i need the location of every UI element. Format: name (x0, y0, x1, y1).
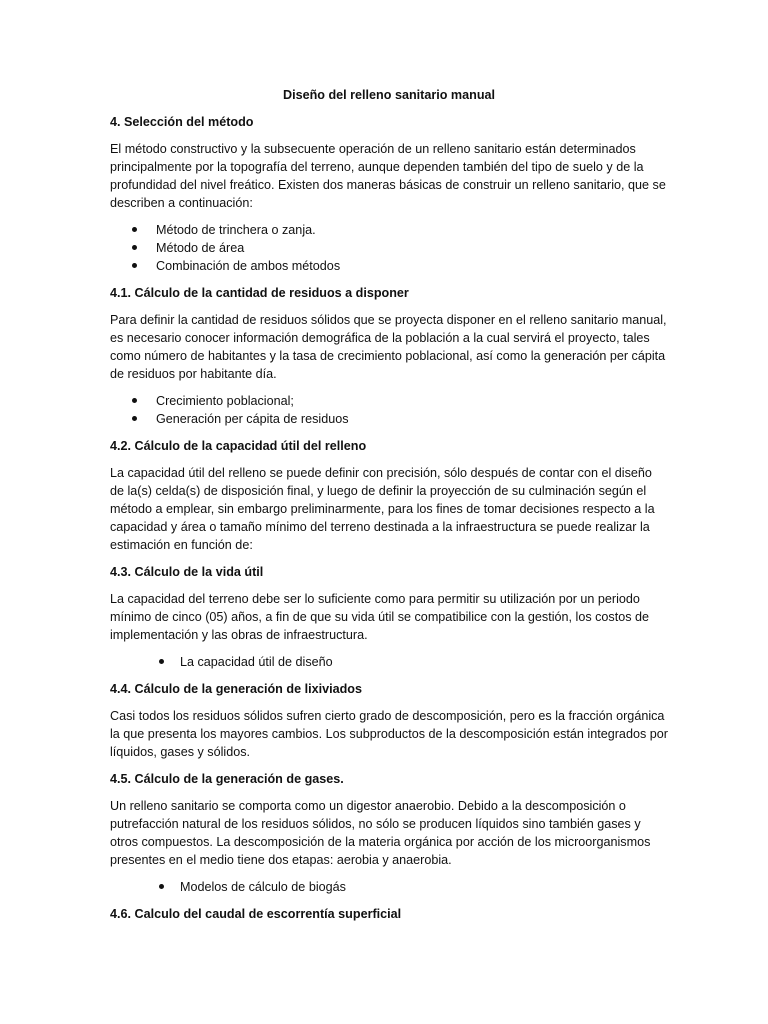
heading-4-6: 4.6. Calculo del caudal de escorrentía superficial (110, 907, 402, 921)
heading-4-3: 4.3. Cálculo de la vida útil (110, 565, 264, 579)
list-item: Modelos de cálculo de biogás (110, 878, 668, 896)
heading-4-4: 4.4. Cálculo de la generación de lixiviados (110, 682, 362, 696)
paragraph-4-1: Para definir la cantidad de residuos sólidos que se proyecta disponer en el relleno sanitario manual, es necesario conocer información demográfica de la población a la cual servirá el proyecto, tales como número de habitantes y la tasa de crecimiento poblacional, así como la generación per cápita de residuos por habitante día. (110, 313, 667, 381)
list-item: Combinación de ambos métodos (110, 257, 668, 275)
paragraph-4-2: La capacidad útil del relleno se puede definir con precisión, sólo después de contar con el diseño de la(s) celda(s) de disposición final, y luego de definir la proyección de su culminación según el método a emplear, sin embargo preliminarmente, para los fines de tomar decisiones respecto a la capacidad y área o tamaño mínimo del terreno destinada a la infraestructura se puede realizar la estimación en función de: (110, 466, 655, 552)
list-item: Método de área (110, 239, 668, 257)
list-item: Generación per cápita de residuos (110, 410, 668, 428)
heading-4-1: 4.1. Cálculo de la cantidad de residuos a disponer (110, 286, 409, 300)
bullet-list-4 (110, 221, 668, 275)
heading-4: 4. Selección del método (110, 115, 254, 129)
list-item: Método de trinchera o zanja. (110, 221, 668, 239)
heading-4-2: 4.2. Cálculo de la capacidad útil del relleno (110, 439, 367, 453)
paragraph-4: El método constructivo y la subsecuente operación de un relleno sanitario están determinados principalmente por la topografía del terreno, aunque dependen también del tipo de suelo y de la profundidad del nivel freático. Existen dos maneras básicas de construir un relleno sanitario, que se describen a continuación: (110, 142, 666, 210)
bullet-list-4-3 (110, 653, 668, 671)
paragraph-4-5: Un relleno sanitario se comporta como un digestor anaerobio. Debido a la descomposición o putrefacción natural de los residuos sólidos, no sólo se producen líquidos sino también gases y otros compuestos. La descomposición de la materia orgánica por acción de los microorganismos presentes en el medio tiene dos etapas: aerobia y anaerobia. (110, 799, 651, 867)
bullet-list-4-1 (110, 392, 668, 428)
paragraph-4-4: Casi todos los residuos sólidos sufren cierto grado de descomposición, pero es la fracción orgánica la que presenta los mayores cambios. Los subproductos de la descomposición están integrados por líquidos, gases y sólidos. (110, 709, 668, 759)
document-title: Diseño del relleno sanitario manual (282, 88, 496, 102)
list-item: Crecimiento poblacional; (110, 392, 668, 410)
heading-4-5: 4.5. Cálculo de la generación de gases. (110, 772, 344, 786)
bullet-list-4-5 (110, 878, 668, 896)
list-item: La capacidad útil de diseño (110, 653, 668, 671)
paragraph-4-3: La capacidad del terreno debe ser lo suficiente como para permitir su utilización por un periodo mínimo de cinco (05) años, a fin de que su vida útil se compatibilice con la gestión, los costos de implementación y las obras de infraestructura. (110, 592, 650, 642)
